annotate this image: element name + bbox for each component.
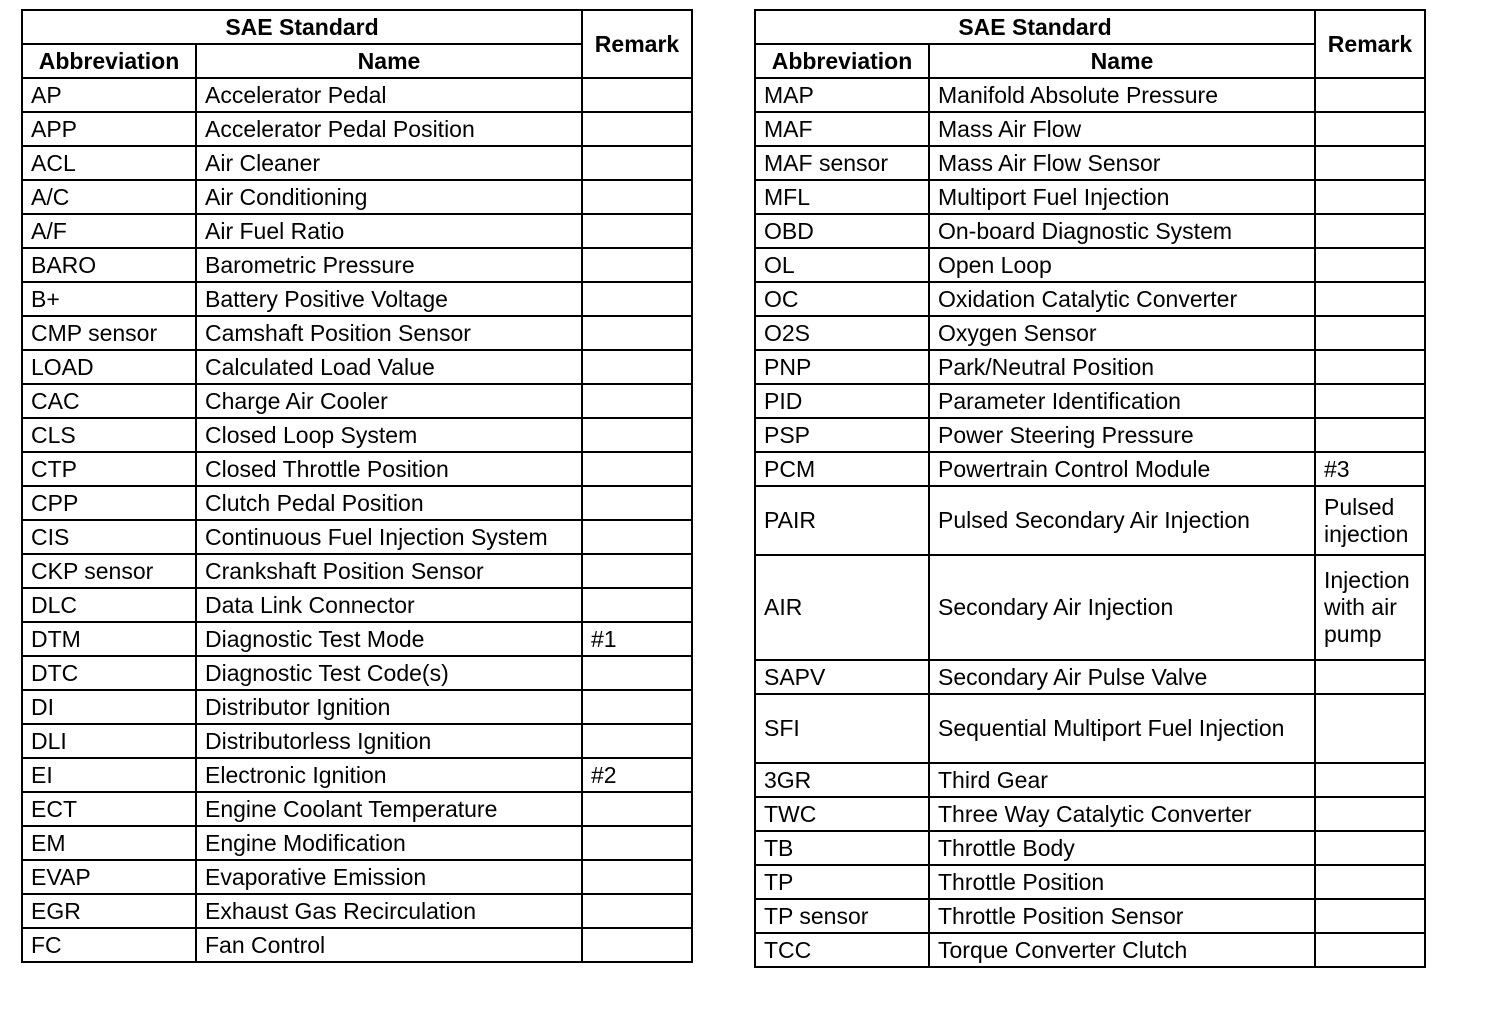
name-cell: Camshaft Position Sensor (196, 316, 582, 350)
name-cell: Torque Converter Clutch (929, 933, 1315, 967)
remark-cell (582, 316, 692, 350)
remark-cell (1315, 146, 1425, 180)
remark-cell (1315, 78, 1425, 112)
table-row (755, 282, 1425, 316)
abbreviation-cell: LOAD (22, 350, 196, 384)
right-table-body (755, 78, 1425, 967)
table-row (22, 826, 692, 860)
table-row (22, 724, 692, 758)
table-row (22, 656, 692, 690)
remark-cell (582, 282, 692, 316)
table-row (22, 486, 692, 520)
table-row (755, 933, 1425, 967)
table-row (755, 486, 1425, 555)
table-row (22, 316, 692, 350)
remark-cell (1315, 350, 1425, 384)
remark-cell (582, 180, 692, 214)
abbreviation-cell: PNP (755, 350, 929, 384)
table-row (22, 384, 692, 418)
abbreviation-cell: TWC (755, 797, 929, 831)
name-cell: Mass Air Flow (929, 112, 1315, 146)
remark-cell (1315, 316, 1425, 350)
table-row (22, 282, 692, 316)
remark-header: Remark (582, 10, 692, 78)
name-cell: Data Link Connector (196, 588, 582, 622)
table-row (755, 797, 1425, 831)
abbreviation-cell: ECT (22, 792, 196, 826)
abbreviation-cell: APP (22, 112, 196, 146)
name-cell: Manifold Absolute Pressure (929, 78, 1315, 112)
remark-cell (1315, 660, 1425, 694)
remark-cell (1315, 831, 1425, 865)
abbreviation-header: Abbreviation (755, 44, 929, 78)
abbreviation-cell: SFI (755, 694, 929, 763)
name-cell: Oxidation Catalytic Converter (929, 282, 1315, 316)
abbreviation-cell: MAP (755, 78, 929, 112)
table-row (22, 588, 692, 622)
remark-cell (582, 588, 692, 622)
abbreviation-cell: PSP (755, 418, 929, 452)
abbreviation-cell: DTC (22, 656, 196, 690)
abbreviation-cell: DI (22, 690, 196, 724)
name-cell: Distributorless Ignition (196, 724, 582, 758)
remark-cell (582, 826, 692, 860)
remark-cell (1315, 112, 1425, 146)
abbreviation-cell: PID (755, 384, 929, 418)
remark-cell (1315, 933, 1425, 967)
table-row (755, 660, 1425, 694)
remark-cell (582, 860, 692, 894)
name-cell: Secondary Air Injection (929, 555, 1315, 660)
table-row (755, 899, 1425, 933)
abbreviation-cell: CIS (22, 520, 196, 554)
name-cell: Secondary Air Pulse Valve (929, 660, 1315, 694)
abbreviation-cell: DLC (22, 588, 196, 622)
abbreviation-cell: OL (755, 248, 929, 282)
abbreviation-cell: FC (22, 928, 196, 962)
abbreviation-cell: TCC (755, 933, 929, 967)
remark-cell (582, 690, 692, 724)
remark-cell (582, 350, 692, 384)
remark-cell (1315, 797, 1425, 831)
abbreviation-cell: BARO (22, 248, 196, 282)
name-cell: Diagnostic Test Mode (196, 622, 582, 656)
remark-cell (582, 146, 692, 180)
name-cell: Mass Air Flow Sensor (929, 146, 1315, 180)
remark-cell (582, 894, 692, 928)
table-row (755, 452, 1425, 486)
table-row (755, 214, 1425, 248)
abbreviation-cell: A/C (22, 180, 196, 214)
abbreviation-cell: EVAP (22, 860, 196, 894)
abbreviation-cell: 3GR (755, 763, 929, 797)
table-row (22, 214, 692, 248)
table-row (22, 146, 692, 180)
name-cell: Air Cleaner (196, 146, 582, 180)
remark-cell (1315, 180, 1425, 214)
left-abbreviation-table (21, 9, 693, 963)
table-row (755, 248, 1425, 282)
abbreviation-cell: PAIR (755, 486, 929, 555)
remark-cell (582, 928, 692, 962)
abbreviation-cell: EM (22, 826, 196, 860)
table-row (22, 894, 692, 928)
abbreviation-cell: CLS (22, 418, 196, 452)
name-cell: Throttle Position Sensor (929, 899, 1315, 933)
abbreviation-cell: OC (755, 282, 929, 316)
abbreviation-cell: TP (755, 865, 929, 899)
remark-cell (582, 248, 692, 282)
table-row (755, 418, 1425, 452)
name-cell: Accelerator Pedal (196, 78, 582, 112)
table-row (22, 248, 692, 282)
table-row (755, 555, 1425, 660)
remark-cell (582, 112, 692, 146)
remark-cell (1315, 899, 1425, 933)
name-cell: Power Steering Pressure (929, 418, 1315, 452)
name-cell: Air Fuel Ratio (196, 214, 582, 248)
name-cell: On-board Diagnostic System (929, 214, 1315, 248)
abbreviation-cell: TP sensor (755, 899, 929, 933)
table-row (755, 316, 1425, 350)
remark-cell (582, 384, 692, 418)
abbreviation-cell: MAF sensor (755, 146, 929, 180)
table-row (755, 831, 1425, 865)
table-row (755, 78, 1425, 112)
name-cell: Sequential Multiport Fuel Injection (929, 694, 1315, 763)
name-cell: Pulsed Secondary Air Injection (929, 486, 1315, 555)
name-cell: Exhaust Gas Recirculation (196, 894, 582, 928)
name-cell: Fan Control (196, 928, 582, 962)
right-abbreviation-table (754, 9, 1426, 968)
table-row (22, 418, 692, 452)
name-cell: Engine Modification (196, 826, 582, 860)
table-row (755, 112, 1425, 146)
abbreviation-cell: O2S (755, 316, 929, 350)
name-cell: Air Conditioning (196, 180, 582, 214)
abbreviation-cell: PCM (755, 452, 929, 486)
table-row (22, 758, 692, 792)
abbreviation-cell: TB (755, 831, 929, 865)
name-cell: Parameter Identification (929, 384, 1315, 418)
abbreviation-header: Abbreviation (22, 44, 196, 78)
remark-cell (1315, 282, 1425, 316)
table-row (22, 690, 692, 724)
remark-cell: Pulsed injection (1315, 486, 1425, 555)
remark-cell (1315, 248, 1425, 282)
name-header: Name (196, 44, 582, 78)
table-row (755, 146, 1425, 180)
left-table-body (22, 78, 692, 962)
name-cell: Clutch Pedal Position (196, 486, 582, 520)
name-cell: Throttle Body (929, 831, 1315, 865)
table-row (755, 180, 1425, 214)
remark-cell (582, 452, 692, 486)
table-row (755, 865, 1425, 899)
remark-header: Remark (1315, 10, 1425, 78)
remark-cell (1315, 763, 1425, 797)
name-header: Name (929, 44, 1315, 78)
table-row (22, 78, 692, 112)
abbreviation-cell: MAF (755, 112, 929, 146)
name-cell: Battery Positive Voltage (196, 282, 582, 316)
remark-cell (582, 418, 692, 452)
abbreviation-cell: EI (22, 758, 196, 792)
abbreviation-cell: CAC (22, 384, 196, 418)
abbreviation-cell: A/F (22, 214, 196, 248)
name-cell: Multiport Fuel Injection (929, 180, 1315, 214)
table-row (755, 763, 1425, 797)
abbreviation-cell: SAPV (755, 660, 929, 694)
table-row (22, 928, 692, 962)
remark-cell (582, 520, 692, 554)
name-cell: Accelerator Pedal Position (196, 112, 582, 146)
name-cell: Charge Air Cooler (196, 384, 582, 418)
remark-cell (582, 554, 692, 588)
name-cell: Closed Throttle Position (196, 452, 582, 486)
remark-cell: #1 (582, 622, 692, 656)
table-row (22, 112, 692, 146)
abbreviation-cell: CTP (22, 452, 196, 486)
name-cell: Third Gear (929, 763, 1315, 797)
name-cell: Three Way Catalytic Converter (929, 797, 1315, 831)
table-row (22, 792, 692, 826)
remark-cell (582, 214, 692, 248)
abbreviation-cell: MFL (755, 180, 929, 214)
name-cell: Evaporative Emission (196, 860, 582, 894)
abbreviation-cell: AIR (755, 555, 929, 660)
table-row (22, 350, 692, 384)
sae-standard-header: SAE Standard (755, 10, 1315, 44)
sae-standard-header: SAE Standard (22, 10, 582, 44)
name-cell: Powertrain Control Module (929, 452, 1315, 486)
name-cell: Engine Coolant Temperature (196, 792, 582, 826)
abbreviation-cell: CMP sensor (22, 316, 196, 350)
remark-cell (1315, 418, 1425, 452)
name-cell: Electronic Ignition (196, 758, 582, 792)
table-row (755, 350, 1425, 384)
remark-cell (1315, 694, 1425, 763)
name-cell: Distributor Ignition (196, 690, 582, 724)
name-cell: Calculated Load Value (196, 350, 582, 384)
remark-cell: #3 (1315, 452, 1425, 486)
table-row (22, 554, 692, 588)
name-cell: Diagnostic Test Code(s) (196, 656, 582, 690)
name-cell: Park/Neutral Position (929, 350, 1315, 384)
name-cell: Continuous Fuel Injection System (196, 520, 582, 554)
name-cell: Open Loop (929, 248, 1315, 282)
name-cell: Crankshaft Position Sensor (196, 554, 582, 588)
remark-cell (582, 656, 692, 690)
table-row (755, 694, 1425, 763)
remark-cell (1315, 214, 1425, 248)
remark-cell (1315, 384, 1425, 418)
abbreviation-cell: CKP sensor (22, 554, 196, 588)
table-row (755, 384, 1425, 418)
abbreviation-cell: DTM (22, 622, 196, 656)
table-row (22, 452, 692, 486)
abbreviation-cell: ACL (22, 146, 196, 180)
remark-cell (582, 792, 692, 826)
table-row (22, 180, 692, 214)
remark-cell: #2 (582, 758, 692, 792)
name-cell: Throttle Position (929, 865, 1315, 899)
abbreviation-cell: CPP (22, 486, 196, 520)
remark-cell (582, 78, 692, 112)
name-cell: Closed Loop System (196, 418, 582, 452)
name-cell: Barometric Pressure (196, 248, 582, 282)
abbreviation-cell: DLI (22, 724, 196, 758)
table-row (22, 520, 692, 554)
remark-cell (582, 486, 692, 520)
abbreviation-cell: OBD (755, 214, 929, 248)
abbreviation-cell: EGR (22, 894, 196, 928)
table-row (22, 860, 692, 894)
name-cell: Oxygen Sensor (929, 316, 1315, 350)
remark-cell: Injection with air pump (1315, 555, 1425, 660)
abbreviation-cell: B+ (22, 282, 196, 316)
remark-cell (1315, 865, 1425, 899)
table-row (22, 622, 692, 656)
abbreviation-cell: AP (22, 78, 196, 112)
remark-cell (582, 724, 692, 758)
